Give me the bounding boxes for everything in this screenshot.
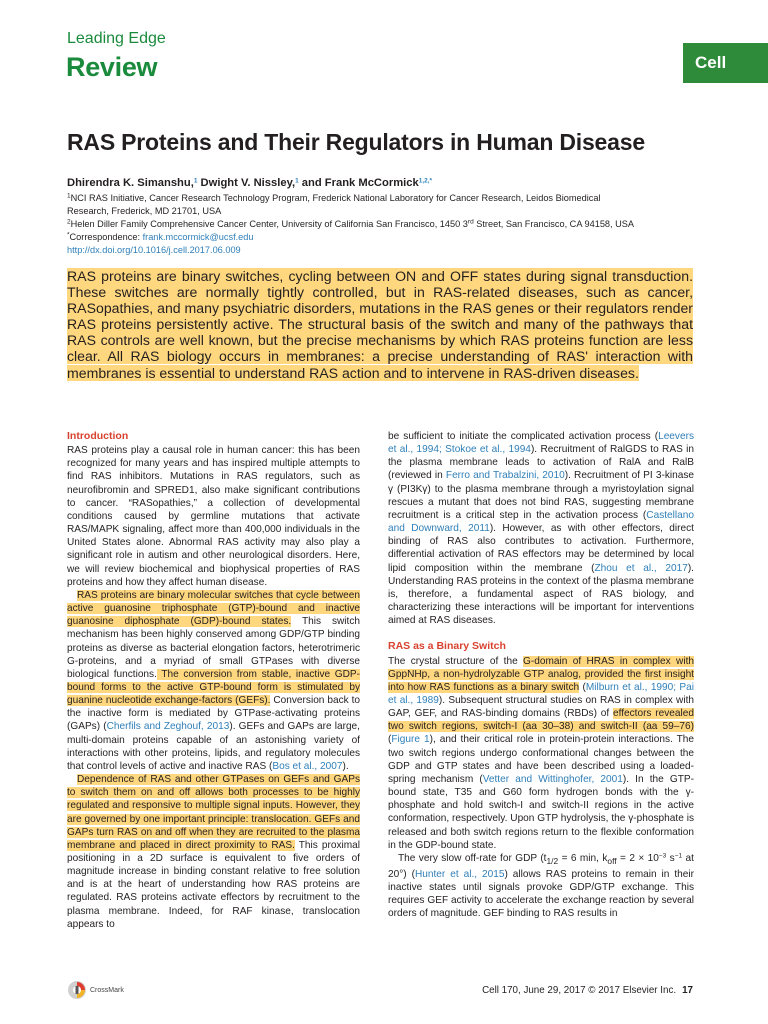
highlighted-text: However, they are governed by one important principle: translocation. GEFs and GAPs turn RAS on and off when they are recruited to the plasma membrane and placed in direct proximity to RAS. [67,800,360,851]
paragraph-text: ) allows RAS proteins to remain in their inactive states until signals provoke GDP/GTP exchange. This requires GEF activity to accelerate the exchange reaction by several orders of magnitude. GEF binding to RAS results in [388,869,695,920]
paragraph-text: ). In the GTP-bound state, T35 and G60 form hydrogen bonds with the γ-phosphate and hold switch-I and switch-II regions in the active conformation, respectively. Upon GTP hydrolysis, the γ-phosphate is released and both switch regions return to the flexible conformation in the GDP-bound state. [388,773,694,851]
affiliation-mark: 2 [67,218,71,226]
paragraph-text: ). GEFs and GAPs are large, multi-domain proteins capable of an astonishing variety of interactions with other proteins, lipids, and regulatory molecules that control levels of active and inactive RAS ( [67,721,360,772]
author-affiliation-mark[interactable]: 1 [295,177,299,185]
affiliation-2 [67,218,699,231]
crossmark-icon [67,980,87,1000]
author-name[interactable]: Dwight V. Nissley, [197,177,296,189]
doi [67,244,699,257]
highlighted-text: The conversion from stable, inactive GDP-bound forms to the active GTP-bound form is stimulated by guanine nucleotide exchange-factors (GEFs). [67,668,360,707]
paragraph-text: ). Understanding RAS proteins in the context of the plasma membrane is, therefore, a fundamental aspect of RAS biology, and characterizing these interactions will be important for interventions aimed at RAS diseases. [388,562,694,627]
subscript: off [607,855,617,866]
author-list [67,177,727,189]
article-type-label: Review [66,52,158,82]
superscript: −1 [674,852,683,860]
section-heading-introduction: Introduction [67,430,129,442]
crossmark-badge[interactable] [67,980,124,1000]
paragraph-text: at 20°) ( [388,852,694,881]
paragraph-text: The very slow off-rate for GDP (t [398,852,547,864]
paragraph [388,655,694,852]
figure-link[interactable]: Figure 1 [391,734,430,746]
affiliation-text: Street, San Francisco, CA 94158, USA [473,219,635,229]
paragraph [67,773,360,931]
paragraph-text: s [666,852,675,864]
correspondence-label: Correspondence: [69,232,143,242]
paragraph-text: ). Recruitment of RalGDS to RAS in the plasma membrane leads to activation of RalA and RalB (reviewed in [388,444,695,482]
abstract-text: RAS proteins are binary switches, cycling between ON and OFF states during signal transduction. These switches are normally tightly controlled, but in RAS-related diseases, such as cancer, RASopathies, and many psychiatric disorders, mutations in the RAS genes or their regulators render RAS proteins persistently active. The structural basis of the switch and many of the pathways that RAS controls are well known, but the precise mechanisms by which RAS proteins function are less clear. All RAS biology occurs in membranes: a precise understanding of RAS' interaction with membranes is essential to understand RAS action and to intervene in RAS-driven diseases. [67,268,693,381]
citation-link[interactable]: Ferro and Trabalzini, 2010 [445,470,565,482]
affiliation-text: Research, Frederick, MD 21701, USA [67,206,222,216]
affiliation-text: NCI RAS Initiative, Cancer Research Technology Program, Frederick National Laboratory for Cancer Research, Leidos Biomedical [70,193,601,203]
citation-link[interactable]: Leevers et al., 1994; Stokoe et al., 1994 [388,431,694,456]
paragraph-text: This switch mechanism has been highly conserved among GDP/GTP binding proteins as diverse as bacterial elongation factors, heterotrimeric G-proteins, and a myriad of small GTPases with diverse biological functions. [67,616,361,680]
highlighted-text: Dependence of RAS and other GTPases on GEFs and GAPs to switch them on and off allows both processes to be highly regulated and responsive to multiple signal inputs. [67,774,360,812]
paragraph-text: be sufficient to initiate the complicated activation process ( [388,431,659,442]
author-name[interactable]: and Frank McCormick [298,177,419,189]
affiliation-1-cont [67,205,699,218]
paragraph-text: = 2 × 10 [616,852,659,864]
highlighted-text: RAS proteins are binary molecular switches that cycle between active guanosine triphosphate (GTP)-bound and inactive guanosine diphosphate (GDP)-bound states. [67,589,360,628]
paragraph-text: = 6 min, k [558,852,608,864]
correspondence [67,231,699,244]
doi-link[interactable]: http://dx.doi.org/10.1016/j.cell.2017.06.009 [67,245,241,255]
author-affiliation-mark[interactable]: 1 [193,177,198,185]
paragraph-text: This proximal positioning in a 2D surface is equivalent to five orders of magnitude increase in binding constant relative to free solution and is at the heart of understanding how RAS proteins are regulated. RAS proteins activate effectors by recruitment to the plasma membrane. Indeed, for RAF kinase, translocation appears to [67,839,361,930]
paragraph-text: ( [388,734,392,746]
citation-link[interactable]: Cherfils and Zeghouf, 2013 [106,721,230,733]
paragraph-text: ( [579,681,586,693]
superscript: −3 [658,852,667,860]
paragraph-text: ). [342,760,349,772]
paragraph-text: ). Subsequent structural studies on RAS in complex with GAP, GEF, and RAS-binding domains (RBDs) of [388,694,694,720]
affiliation-text: Helen Diller Family Comprehensive Cancer Center, University of California San Francisco, 1450 3 [70,219,468,229]
citation-link[interactable]: Milburn et al., 1990; Pai et al., 1989 [388,681,695,706]
page-number: 17 [682,985,693,996]
crossmark-label: CrossMark [90,986,124,994]
right-column [388,430,694,921]
author-name[interactable]: Dhirendra K. Simanshu, [67,177,194,189]
paragraph-text: ). However, as with other effectors, direct binding of RAS also contributes to activation. Furthermore, differential activation of RAS effectors may be determined by local lipid composition within the membrane ( [388,523,694,574]
highlighted-text: G-domain of HRAS in complex with GppNHp, a non-hydrolyzable GTP analog, provided the first insight into how RAS functions as a binary switch [388,655,694,693]
correspondence-mark: * [67,231,70,239]
footer-citation: Cell 170, June 29, 2017 © 2017 Elsevier Inc. [482,985,677,996]
paragraph-text: The crystal structure of the [388,655,524,667]
journal-badge[interactable]: Cell [683,43,768,83]
citation-link[interactable]: Vetter and Wittinghofer, 2001 [482,773,623,785]
citation-link[interactable]: Bos et al., 2007 [272,760,343,772]
abstract [67,268,693,381]
affiliation-mark: 1 [67,192,71,200]
affiliation-1 [67,192,699,205]
author-affiliation-mark[interactable]: 1,2,* [418,177,433,185]
highlighted-text: effectors revealed two switch regions, switch-I (aa 30–38) and switch-II (aa 59–76) [388,708,694,733]
ordinal-suffix: rd [467,218,474,226]
section-heading-binary-switch: RAS as a Binary Switch [388,640,506,653]
correspondence-email-link[interactable]: frank.mccormick@ucsf.edu [142,232,254,242]
citation-link[interactable]: Zhou et al., 2017 [594,562,688,574]
paragraph: RAS proteins play a causal role in human cancer: this has been recognized for many years and has inspired multiple attempts to find RAS inhibitors. Mutations in RAS regulators, such as neurofibromin and SPRED1, also make significant contributions to cancer. “RASopathies,” a collection of developmental conditions caused by germline mutations that activate RAS/MAPK signaling, affect more than 400,000 individuals in the United States alone. Abnormal RAS activity may also play a significant role in autism and other neurological disorders. Here, we will review biochemical and biophysical properties of RAS proteins and how they affect human disease. [67,445,360,588]
paragraph-text: Conversion back to the inactive form is mediated by GTPase-activating proteins (GAPs) ( [67,695,360,733]
paragraph [67,589,360,773]
paragraph-text: ). Recruitment of PI 3-kinase γ (PI3Kγ) to the plasma membrane through a myristoylation signal rescues a mutant that does not bind RAS, suggesting membrane recruitment is a critical step in the activation process ( [388,470,694,521]
page-footer [482,985,693,996]
affiliations [67,192,699,257]
citation-link[interactable]: Castellano and Downward, 2011 [388,509,694,535]
left-column [67,430,360,931]
subscript: 1/2 [546,855,559,866]
section-label: Leading Edge [67,30,166,47]
paragraph [388,852,694,921]
article-title: RAS Proteins and Their Regulators in Human Disease [67,129,645,155]
paragraph-text: ), and their critical role in protein-protein interactions. The two switch regions undergo conformational changes between the GDP and GTP states and have been described using a loaded-spring mechanism ( [388,734,694,785]
paragraph [388,430,694,627]
citation-link[interactable]: Hunter et al., 2015 [414,869,505,881]
